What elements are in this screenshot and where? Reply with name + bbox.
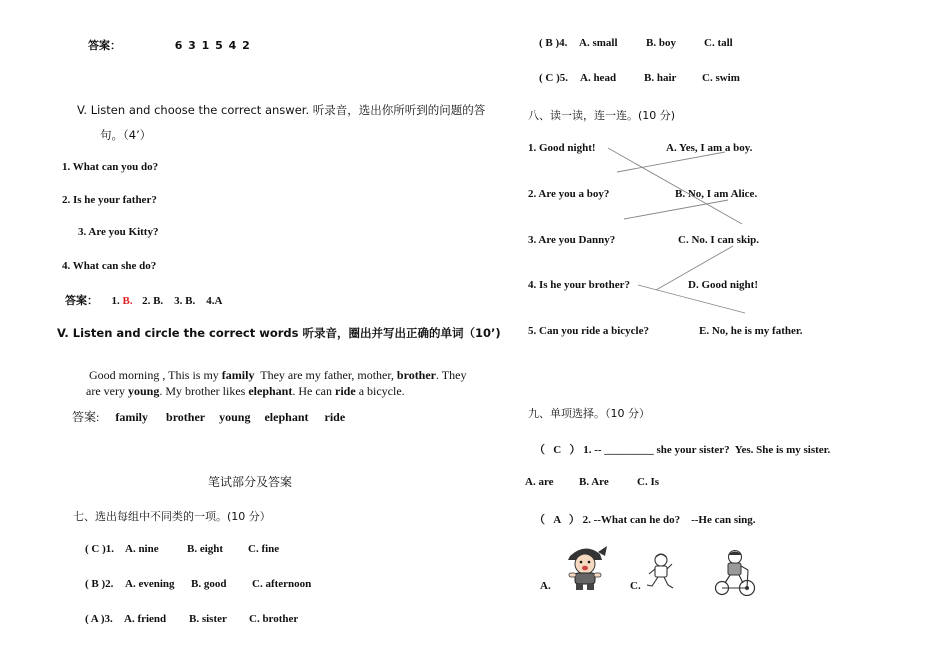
- option-c: C. afternoon: [252, 578, 312, 590]
- passage-text: . My brother likes: [159, 384, 249, 398]
- option-b: B. hair: [644, 72, 677, 84]
- answer-word-2: brother: [166, 410, 206, 424]
- option-a: A. friend: [124, 613, 167, 625]
- answer-rest: 2. B. 3. B. 4.A: [142, 295, 223, 307]
- mc-question-2: [534, 511, 756, 527]
- match-question-1: 1. Good night!: [528, 142, 596, 154]
- question-2: 2. Is he your father?: [62, 194, 157, 206]
- question-1: 1. What can you do?: [62, 161, 159, 173]
- section-v-title-line1: V. Listen and choose the correct answer. 听录音，选出你所听到的问题的答: [77, 103, 486, 117]
- match-question-3: 3. Are you Danny?: [528, 234, 616, 246]
- passage-text: are very: [86, 384, 128, 398]
- item-num: ( B )4.: [539, 37, 568, 49]
- match-question-5: 5. Can you ride a bicycle?: [528, 325, 649, 337]
- match-line-4-c: [656, 246, 733, 290]
- section-8-title: 八、读一读，连一连。(10 分): [528, 109, 676, 122]
- match-line-3-b: [624, 200, 728, 219]
- section-v-circle-title: V. Listen and circle the correct words 听录音，圈出并写出正确的单词（10’): [57, 326, 501, 340]
- answer-bracket: （ A ）: [534, 514, 580, 526]
- word-young: young: [127, 384, 160, 398]
- match-answer-d: D. Good night!: [688, 279, 758, 291]
- tricycle-kid-picture: [713, 548, 757, 596]
- mc-question-1: [534, 441, 830, 457]
- item-num: ( C )1.: [85, 543, 115, 555]
- answer-word-4: elephant: [264, 410, 309, 424]
- answer-word-1: family: [115, 410, 149, 424]
- option-b: B. boy: [646, 37, 676, 49]
- option-c: C. tall: [704, 37, 733, 49]
- match-answer-a: A. Yes, I am a boy.: [666, 142, 753, 154]
- match-answer-c: C. No. I can skip.: [678, 234, 759, 246]
- match-line-1-d: [608, 148, 742, 224]
- question-3: 3. Are you Kitty?: [78, 226, 159, 238]
- question-text: 2. --What can he do? --He can sing.: [582, 514, 756, 526]
- match-line-4-e: [638, 285, 745, 313]
- answer-label: 答案:: [72, 410, 100, 424]
- option-c: C. brother: [249, 613, 299, 625]
- item-num: ( C )5.: [539, 72, 569, 84]
- answer-word-3: young: [219, 410, 251, 424]
- option-a: A. evening: [125, 578, 175, 590]
- option-b: B. sister: [189, 613, 227, 625]
- option-c: C. Is: [637, 476, 660, 488]
- option-b: B. eight: [187, 543, 224, 555]
- word-ride: ride: [335, 384, 356, 398]
- running-kid-picture: [644, 552, 674, 592]
- question-4: 4. What can she do?: [62, 260, 157, 272]
- answer-word-5: ride: [324, 410, 346, 424]
- passage-text: a bicycle.: [355, 384, 405, 398]
- option-a: A. nine: [125, 543, 159, 555]
- word-elephant: elephant: [248, 384, 293, 398]
- match-answer-b: B. No, I am Alice.: [675, 188, 758, 200]
- section-9-title: 九、单项选择。（10 分）: [528, 407, 650, 420]
- option-b: B. Are: [579, 476, 609, 488]
- picture-option-c-label: C.: [630, 580, 641, 592]
- picture-option-a-label: A.: [540, 580, 551, 592]
- answer-1-letter: B.: [122, 295, 133, 307]
- word-family: family: [221, 368, 255, 382]
- word-brother: brother: [396, 368, 437, 382]
- option-a: A. head: [580, 72, 617, 84]
- item-num: ( A )3.: [85, 613, 113, 625]
- option-b: B. good: [191, 578, 227, 590]
- answer-label: 答案：: [65, 294, 98, 307]
- answer-label: 答案：: [88, 39, 121, 52]
- answer-value: 6 3 1 5 4 2: [174, 39, 250, 52]
- item-num: ( B )2.: [85, 578, 114, 590]
- section-v-title-line2: 句。（4’）: [100, 128, 152, 142]
- section-7-title: 七、选出每组中不同类的一项。(10 分）: [73, 510, 271, 523]
- passage-text: . They: [436, 368, 467, 382]
- option-c: C. fine: [248, 543, 280, 555]
- option-a: A. are: [525, 476, 554, 488]
- mc-question-1-options: [525, 476, 725, 492]
- match-answer-e: E. No, he is my father.: [699, 325, 803, 337]
- passage-text: . He can: [292, 384, 336, 398]
- answer-bracket: （ C ）: [534, 444, 581, 456]
- written-part-title: 笔试部分及答案: [208, 475, 293, 489]
- passage-text: They are my father, mother,: [254, 368, 397, 382]
- singing-kid-picture: [560, 542, 610, 592]
- match-question-4: 4. Is he your brother?: [528, 279, 630, 291]
- answer-1-num: 1.: [111, 295, 120, 307]
- question-text: 1. -- _________ she your sister? Yes. She is my sister.: [583, 444, 831, 456]
- option-a: A. small: [579, 37, 618, 49]
- option-c: C. swim: [702, 72, 740, 84]
- match-question-2: 2. Are you a boy?: [528, 188, 610, 200]
- passage-text: Good morning , This is my: [89, 368, 222, 382]
